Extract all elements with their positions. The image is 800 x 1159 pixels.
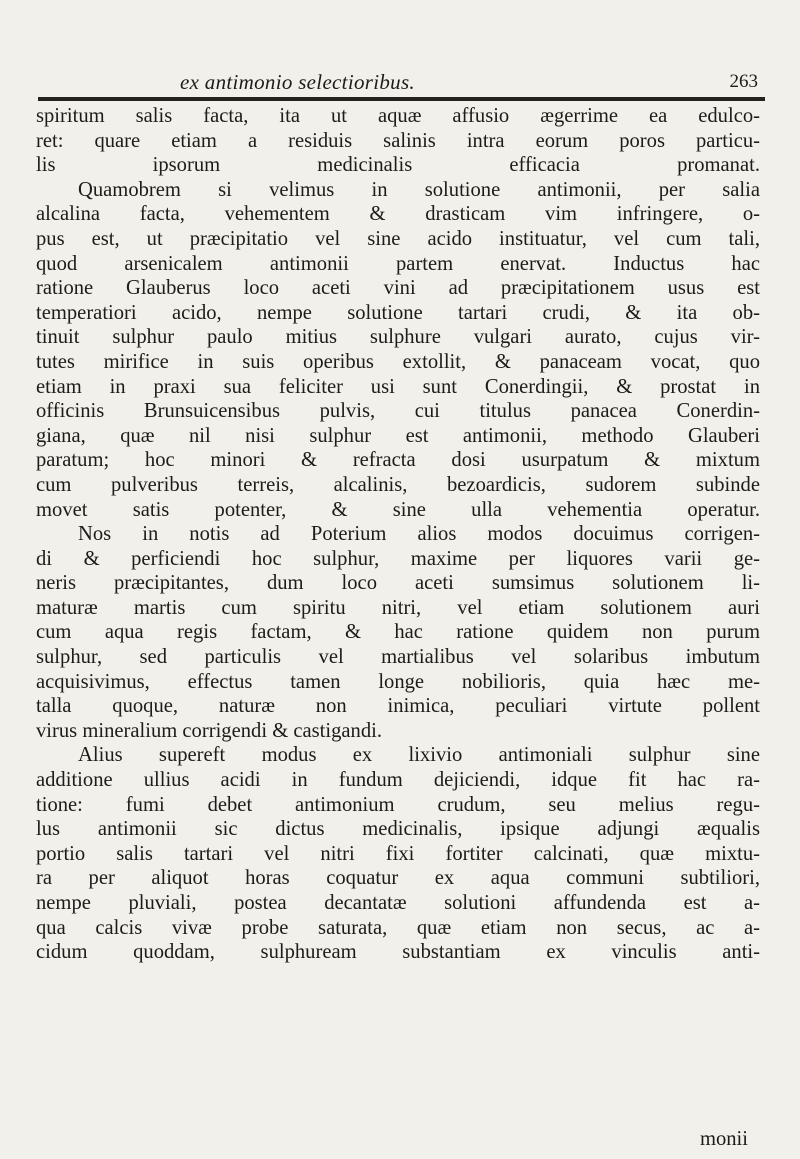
text-line: additione ullius acidi in fundum dejiciendi, idque fit hac ra-	[36, 769, 760, 792]
running-head: ex antimonio selectioribus.	[180, 70, 415, 94]
text-line: movet satis potenter, & sine ulla vehementia operatur.	[36, 498, 760, 521]
text-line: di & perficiendi hoc sulphur, maxime per liquores varii ge-	[36, 547, 760, 570]
text-line: spiritum salis facta, ita ut aquæ affusio ægerrime ea edulco-	[36, 105, 760, 127]
text-line: Nos in notis ad Poterium alios modos docuimus corrigen-	[78, 523, 760, 546]
catchword: monii	[699, 1128, 748, 1150]
text-line: pus est, ut præcipitatio vel sine acido instituatur, vel cum tali,	[36, 227, 760, 250]
page-number: 263	[729, 71, 758, 92]
page-header	[30, 60, 770, 96]
text-line: paratum; hoc minori & refracta dosi usurpatum & mixtum	[36, 449, 760, 472]
text-line: tione: fumi debet antimonium crudum, seu melius regu-	[36, 793, 760, 816]
text-line: cum aqua regis factam, & hac ratione quidem non purum	[36, 621, 760, 644]
body-text	[36, 104, 760, 965]
text-line: giana, quæ nil nisi sulphur est antimonii, methodo Glauberi	[36, 424, 760, 447]
text-line: nempe pluviali, postea decantatæ solutioni affundenda est a-	[36, 892, 760, 914]
text-line: portio salis tartari vel nitri fixi fortiter calcinati, quæ mixtu-	[36, 842, 760, 865]
text-line: qua calcis vivæ probe saturata, quæ etiam non secus, ac a-	[36, 916, 760, 939]
text-line: tutes mirifice in suis operibus extollit, & panaceam vocat, quo	[36, 350, 760, 373]
text-line: tinuit sulphur paulo mitius sulphure vulgari aurato, cujus vir-	[36, 326, 760, 349]
text-line: lis ipsorum medicinalis efficacia promanat.	[36, 154, 760, 177]
text-line: lus antimonii sic dictus medicinalis, ipsique adjungi æqualis	[36, 818, 760, 841]
text-line: neris præcipitantes, dum loco aceti sumsimus solutionem li-	[36, 572, 760, 595]
text-line: ra per aliquot horas coquatur ex aqua communi subtiliori,	[36, 867, 760, 890]
text-line: cidum quoddam, sulphuream substantiam ex vinculis anti-	[36, 941, 760, 964]
text-line: cum pulveribus terreis, alcalinis, bezoardicis, sudorem subinde	[36, 473, 760, 496]
text-line: acquisivimus, effectus tamen longe nobilioris, quia hæc me-	[36, 670, 760, 693]
header-rule	[38, 97, 765, 101]
text-line: talla quoque, naturæ non inimica, peculiari virtute pollent	[36, 695, 760, 718]
text-line: temperatiori acido, nempe solutione tartari crudi, & ita ob-	[36, 301, 760, 324]
text-line: Quamobrem si velimus in solutione antimonii, per salia	[78, 178, 760, 201]
text-line: officinis Brunsuicensibus pulvis, cui titulus panacea Conerdin-	[36, 400, 760, 423]
text-line: etiam in praxi sua feliciter usi sunt Conerdingii, & prostat in	[36, 375, 760, 398]
text-line: maturæ martis cum spiritu nitri, vel etiam solutionem auri	[36, 596, 760, 619]
text-line: ratione Glauberus loco aceti vini ad præcipitationem usus est	[36, 277, 760, 300]
text-line: ret: quare etiam a residuis salinis intra eorum poros particu-	[36, 129, 760, 152]
text-line: virus mineralium corrigendi & castigandi.	[36, 719, 383, 742]
text-line: quod arsenicalem antimonii partem enervat. Inductus hac	[36, 252, 760, 275]
text-line: Alius supereft modus ex lixivio antimoniali sulphur sine	[78, 744, 760, 767]
text-line: sulphur, sed particulis vel martialibus vel solaribus imbutum	[36, 646, 760, 669]
text-line: alcalina facta, vehementem & drasticam vim infringere, o-	[36, 203, 760, 226]
